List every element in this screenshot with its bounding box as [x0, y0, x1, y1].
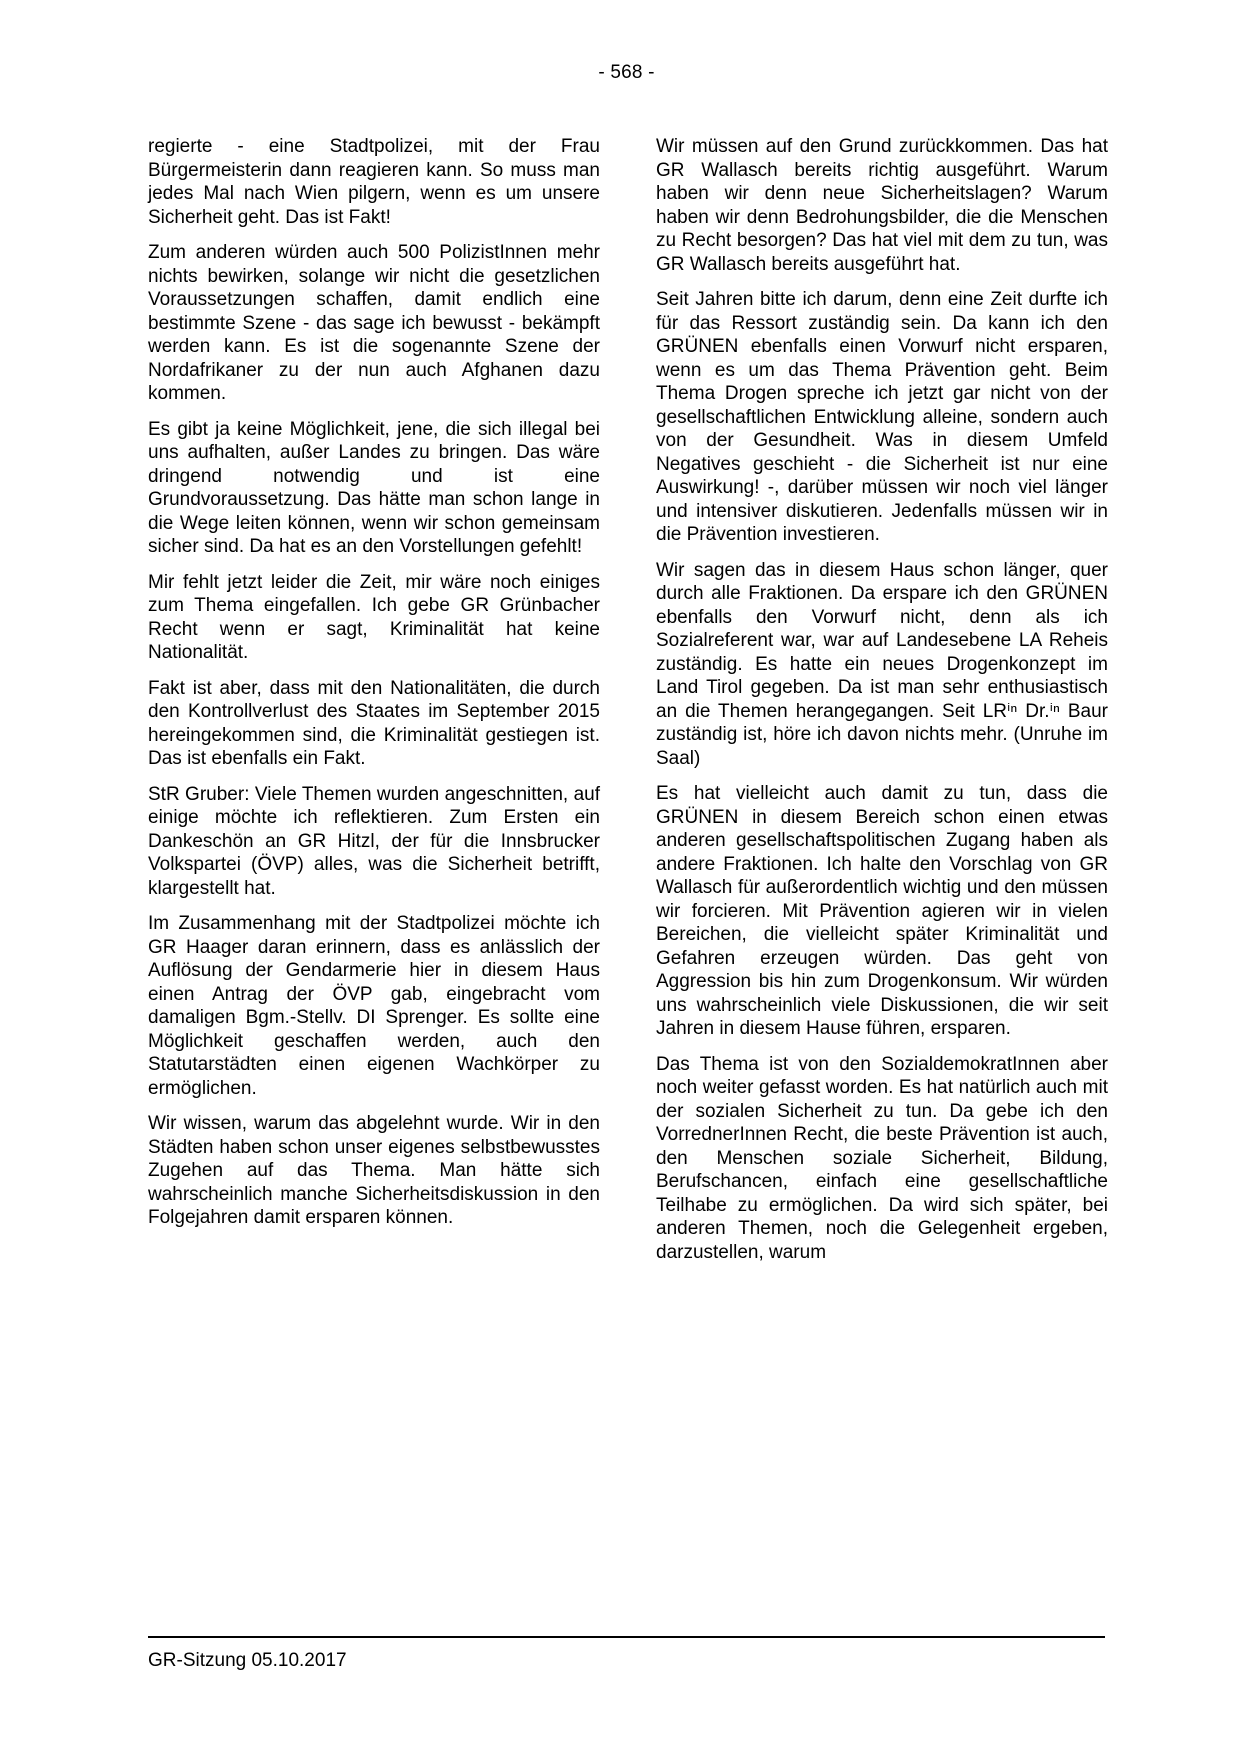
page-content	[148, 135, 1108, 1276]
paragraph: Es hat vielleicht auch damit zu tun, dass die GRÜNEN in diesem Bereich schon einen etwas anderen gesellschaftspolitischen Zugang haben als andere Fraktionen. Ich halte den Vorschlag von GR Wallasch für außerordentlich wichtig und den müssen wir forcieren. Mit Prävention agieren wir in vielen Bereichen, die vielleicht später Kriminalität und Gefahren erzeugen würden. Das geht von Aggression bis hin zum Drogenkonsum. Wir würden uns wahrscheinlich viele Diskussionen, die wir seit Jahren in diesem Hause führen, ersparen.	[656, 783, 1108, 1039]
paragraph: Seit Jahren bitte ich darum, denn eine Zeit durfte ich für das Ressort zuständig sein. Da kann ich den GRÜNEN ebenfalls einen Vorwurf nicht ersparen, wenn es um das Thema Prävention geht. Beim Thema Drogen spreche ich jetzt gar nicht von der gesellschaftlichen Entwicklung alleine, sondern auch von der Gesundheit. Was in diesem Umfeld Negatives geschieht - die Sicherheit ist nur eine Auswirkung! -, darüber müssen wir noch viel länger und intensiver diskutieren. Jedenfalls müssen wir in die Prävention investieren.	[656, 289, 1108, 545]
footer-text: GR-Sitzung 05.10.2017	[148, 1650, 347, 1671]
paragraph: Wir wissen, warum das abgelehnt wurde. Wir in den Städten haben schon unser eigenes selbstbewusstes Zugehen auf das Thema. Man hätte sich wahrscheinlich manche Sicherheitsdiskussion in den Folgejahren damit ersparen können.	[148, 1113, 600, 1228]
paragraph: Im Zusammenhang mit der Stadtpolizei möchte ich GR Haager daran erinnern, dass es anlässlich der Auflösung der Gendarmerie hier in diesem Haus einen Antrag der ÖVP gab, eingebracht vom damaligen Bgm.-Stellv. DI Sprenger. Es sollte eine Möglichkeit geschaffen werden, auch den Statutarstädten einen eigenen Wachkörper zu ermöglichen.	[148, 913, 600, 1099]
paragraph: Zum anderen würden auch 500 PolizistInnen mehr nichts bewirken, solange wir nicht die gesetzlichen Voraussetzungen schaffen, damit endlich eine bestimmte Szene - das sage ich bewusst - bekämpft werden kann. Es ist die sogenannte Szene der Nordafrikaner zu der nun auch Afghanen dazu kommen.	[148, 242, 600, 404]
paragraph: Mir fehlt jetzt leider die Zeit, mir wäre noch einiges zum Thema eingefallen. Ich gebe GR Grünbacher Recht wenn er sagt, Kriminalität hat keine Nationalität.	[148, 571, 600, 663]
paragraph: StR Gruber: Viele Themen wurden angeschnitten, auf einige möchte ich reflektieren. Zum Ersten ein Dankeschön an GR Hitzl, der für die Innsbrucker Volkspartei (ÖVP) alles, was die Sicherheit betrifft, klargestellt hat.	[148, 783, 600, 899]
paragraph: Fakt ist aber, dass mit den Nationalitäten, die durch den Kontrollverlust des Staates im September 2015 hereingekommen sind, die Kriminalität gestiegen ist. Das ist ebenfalls ein Fakt.	[148, 677, 600, 769]
paragraph: Das Thema ist von den SozialdemokratInnen aber noch weiter gefasst worden. Es hat natürlich auch mit der sozialen Sicherheit zu tun. Da gebe ich den VorrednerInnen Recht, die beste Prävention ist auch, den Menschen soziale Sicherheit, Bildung, Berufschancen, einfach eine gesellschaftliche Teilhabe zu ermöglichen. Da wird sich später, bei anderen Themen, noch die Gelegenheit ergeben, darzustellen, warum	[656, 1053, 1108, 1263]
left-column	[148, 135, 600, 1276]
page-number: - 568 -	[598, 62, 655, 83]
paragraph: Wir müssen auf den Grund zurückkommen. Das hat GR Wallasch bereits richtig ausgeführt. Warum haben wir denn neue Sicherheitslagen? Warum haben wir denn Bedrohungsbilder, die die Menschen zu Recht besorgen? Das hat viel mit dem zu tun, was GR Wallasch bereits ausgeführt hat.	[656, 136, 1108, 275]
page-footer	[148, 1636, 1105, 1672]
paragraph: Es gibt ja keine Möglichkeit, jene, die sich illegal bei uns aufhalten, außer Landes zu bringen. Das wäre dringend notwendig und ist eine Grundvoraussetzung. Das hätte man schon lange in die Wege leiten können, wenn wir schon gemeinsam sicher sind. Da hat es an den Vorstellungen gefehlt!	[148, 418, 600, 557]
paragraph: regierte - eine Stadtpolizei, mit der Frau Bürgermeisterin dann reagieren kann. So muss man jedes Mal nach Wien pilgern, wenn es um unsere Sicherheit geht. Das ist Fakt!	[148, 136, 600, 228]
right-column	[656, 135, 1108, 1276]
paragraph: Wir sagen das in diesem Haus schon länger, quer durch alle Fraktionen. Da erspare ich den GRÜNEN ebenfalls den Vorwurf nicht, denn als ich Sozialreferent war, war auf Landesebene LA Reheis zuständig. Es hatte ein neues Drogenkonzept im Land Tirol gegeben. Da ist man sehr enthusiastisch an die Themen herangegangen. Seit LRⁱⁿ Dr.ⁱⁿ Baur zuständig ist, höre ich davon nichts mehr. (Unruhe im Saal)	[656, 559, 1108, 769]
